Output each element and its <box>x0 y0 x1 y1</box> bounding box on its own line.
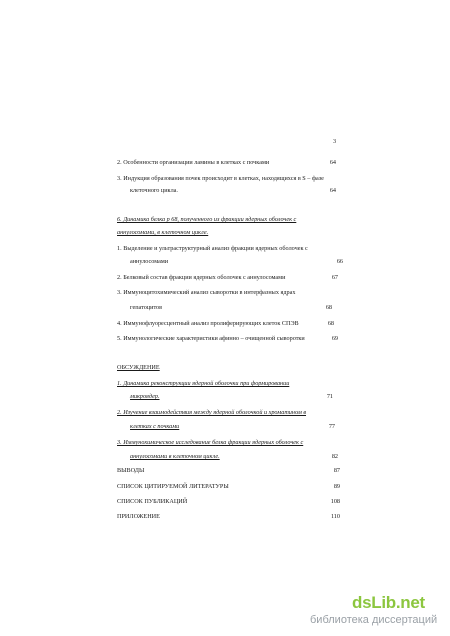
toc-entry-page: 87 <box>333 467 340 474</box>
toc-entry-text: 2. Белковый состав фракции ядерных оболочек с аннулосомами <box>117 274 286 281</box>
toc-entry-text: 3. Иммуноцитохимический анализ сыворотки в интерфазных ядрах <box>117 289 296 296</box>
toc-entry-text: ВЫВОДЫ <box>117 467 145 474</box>
toc-entry-page: 108 <box>330 498 340 505</box>
section-heading: аннулосомами, в клеточном цикле. <box>117 229 209 236</box>
toc-entry-text: 1. Динамика реконструкции ядерной оболочки при формировании <box>117 380 290 387</box>
toc-entry-text: микроядер. <box>130 393 160 400</box>
toc-entry-page: 67 <box>331 274 338 281</box>
toc-entry-text: аннулосомами в клеточном цикле. <box>130 453 220 460</box>
toc-entry-text: ПРИЛОЖЕНИЕ <box>117 513 160 520</box>
toc-entry-page: 71 <box>326 393 333 400</box>
toc-entry-page: 68 <box>327 320 334 327</box>
toc-entry-text: аннулосомами <box>130 258 169 265</box>
toc-entry-text: 2. Изучение взаимодействия между ядерной оболочкой и хроматином в <box>117 409 307 416</box>
watermark-logo: dsLib.net <box>352 593 425 612</box>
toc-entry-text: 3. Иммунохимическое исследование белка фракции ядерных оболочек с <box>117 439 304 446</box>
section-heading: ОБСУЖДЕНИЕ <box>117 364 160 371</box>
toc-entry-page: 69 <box>331 335 338 342</box>
toc-entry-text: 4. Иммунофлуоресцентный анализ пролиферирующих клеток СПЭВ <box>117 320 299 327</box>
toc-entry-page: 77 <box>328 423 335 430</box>
toc-entry-page: 110 <box>330 513 340 520</box>
toc-entry-page: 64 <box>329 159 336 166</box>
toc-entry-page: 66 <box>336 258 343 265</box>
toc-entry-text: 5. Иммунологические характеристики афинно – очищенной сыворотки <box>117 335 305 342</box>
toc-entry-text: СПИСОК ПУБЛИКАЦИЙ <box>117 498 188 505</box>
toc-entry-text: клетках с почками <box>130 423 180 430</box>
page-number: 3 <box>333 138 337 145</box>
toc-entry-text: клеточного цикла. <box>130 187 178 194</box>
toc-entry-text: 1. Выделение и ультраструктурный анализ фракции ядерных оболочек с <box>117 245 308 252</box>
section-heading: 6. Динамика белка р 68, полученного из фракции ядерных оболочек с <box>117 216 297 223</box>
watermark-subtitle: библиотека диссертаций <box>310 614 438 626</box>
toc-entry-text: 3. Индукция образования почек происходит в клетках, находящихся в S – фазе <box>117 175 324 182</box>
toc-entry-page: 82 <box>331 453 338 460</box>
toc-entry-page: 64 <box>329 187 336 194</box>
toc-entry-page: 68 <box>325 304 332 311</box>
toc-entry-page: 89 <box>333 483 340 490</box>
toc-entry-text: 2. Особенности организации ламины в клетках с почками <box>117 159 270 166</box>
toc-entry-text: гепатоцитов <box>130 304 163 311</box>
toc-entry-text: СПИСОК ЦИТИРУЕМОЙ ЛИТЕРАТУРЫ <box>117 483 229 490</box>
